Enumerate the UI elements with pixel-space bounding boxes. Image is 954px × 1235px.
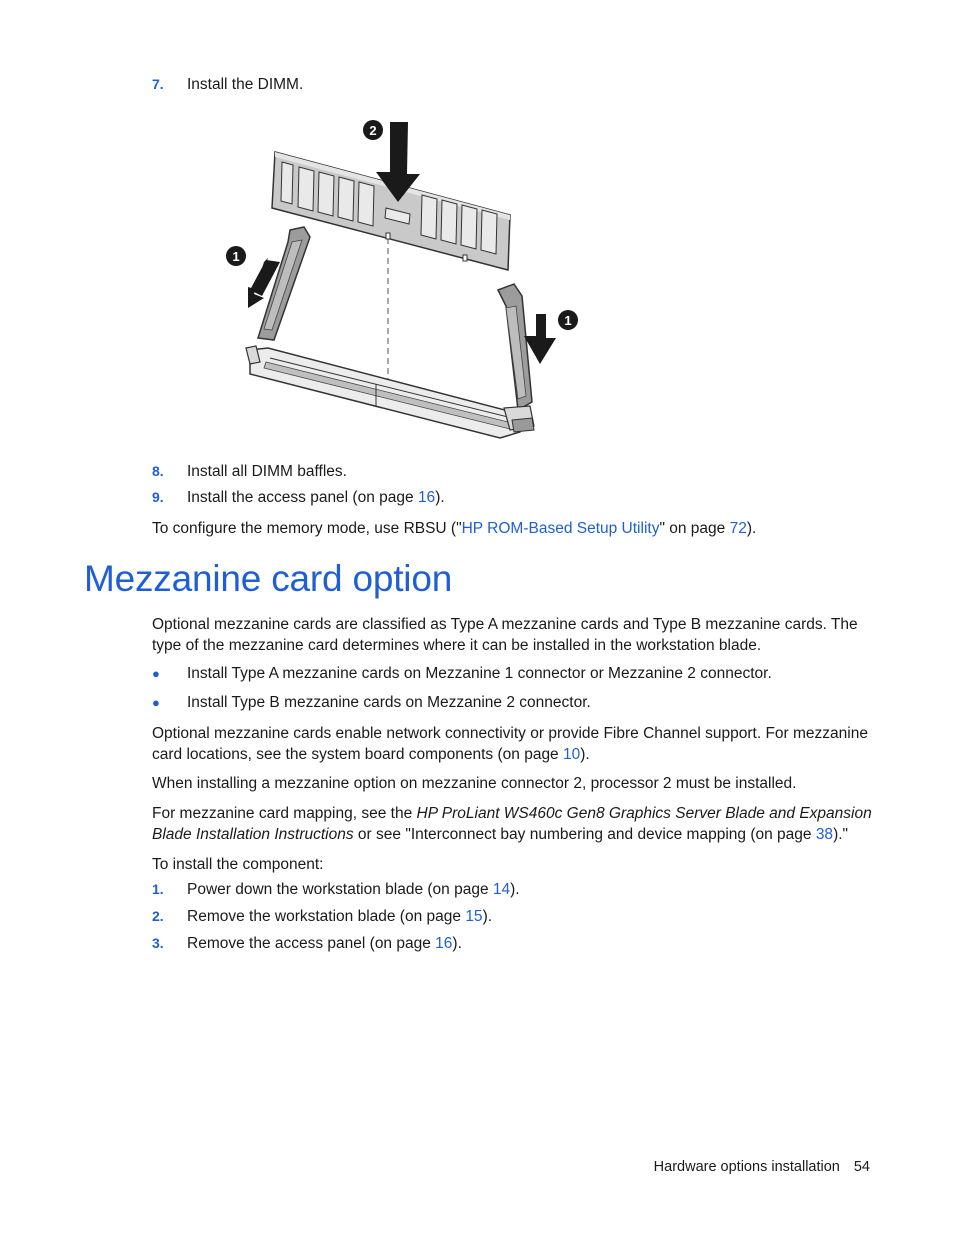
step-text: Install the DIMM. xyxy=(187,76,304,93)
intro-paragraph: Optional mezzanine cards are classified as Type A mezzanine cards and Type B mezzanine cards. The type of the mezzanine card determines where it can be installed in the workstation blade. xyxy=(152,616,858,654)
footer-section-title: Hardware options installation xyxy=(653,1159,840,1175)
install-intro: To install the component: xyxy=(152,856,324,873)
rbsu-link[interactable]: HP ROM-Based Setup Utility xyxy=(461,520,660,537)
step-number: 7. xyxy=(152,76,164,92)
section-heading: Mezzanine card option xyxy=(84,558,453,599)
step-8 xyxy=(152,463,347,481)
mapping-paragraph: For mezzanine card mapping, see the HP ProLiant WS460c Gen8 Graphics Server Blade and Expansion Blade Installation Instructions or see "Interconnect bay numbering and device mapping (on page 38)." xyxy=(152,805,872,843)
bullet-item: ● Install Type A mezzanine cards on Mezzanine 1 connector or Mezzanine 2 connector. xyxy=(152,665,772,682)
page-footer xyxy=(654,1159,870,1175)
step-7 xyxy=(152,76,303,94)
callout-1-left-label: 1 xyxy=(232,249,240,264)
dimm-slot xyxy=(246,346,534,438)
page-link[interactable]: 16 xyxy=(435,935,453,952)
step-9: 9. Install the access panel (on page 16). xyxy=(152,489,445,506)
document-title: HP ProLiant WS460c Gen8 Graphics Server Blade and Expansion Blade Installation Instructions xyxy=(152,805,872,843)
page-link[interactable]: 38 xyxy=(815,826,834,843)
bullet-item: ● Install Type B mezzanine cards on Mezzanine 2 connector. xyxy=(152,694,591,711)
memory-mode-note: To configure the memory mode, use RBSU ("HP ROM-Based Setup Utility" on page 72). xyxy=(152,520,757,537)
right-dimm-baffle xyxy=(498,284,532,410)
step-number: 8. xyxy=(152,463,164,479)
page-number: 54 xyxy=(853,1159,870,1175)
page-link[interactable]: 10 xyxy=(563,746,581,763)
bullet-dot-icon: ● xyxy=(152,695,160,710)
step-1: 1. Power down the workstation blade (on page 14). xyxy=(152,881,520,898)
page-link[interactable]: 15 xyxy=(465,908,483,925)
callout-2-label: 2 xyxy=(369,123,377,138)
step-number: 2. xyxy=(152,908,164,924)
right-baffle-arrow xyxy=(524,314,556,364)
dimm-installation-figure xyxy=(220,112,600,452)
step-2: 2. Remove the workstation blade (on page 15). xyxy=(152,908,493,925)
step-number: 1. xyxy=(152,881,164,897)
step-number: 3. xyxy=(152,935,164,951)
page-link[interactable]: 14 xyxy=(492,881,511,898)
step-3: 3. Remove the access panel (on page 16). xyxy=(152,935,462,952)
page-link[interactable]: 72 xyxy=(729,520,747,537)
step-number: 9. xyxy=(152,489,164,505)
network-paragraph: Optional mezzanine cards enable network connectivity or provide Fibre Channel support. For mezzanine card locations, see the system board components (on page 10). xyxy=(152,725,868,763)
step-text: Install the access panel (on page xyxy=(187,489,418,506)
bullet-dot-icon: ● xyxy=(152,666,160,681)
page-link[interactable]: 16 xyxy=(417,489,436,506)
processor-paragraph: When installing a mezzanine option on mezzanine connector 2, processor 2 must be installed. xyxy=(152,775,797,792)
callout-1-right-label: 1 xyxy=(564,313,572,328)
step-text: Install all DIMM baffles. xyxy=(187,463,347,480)
